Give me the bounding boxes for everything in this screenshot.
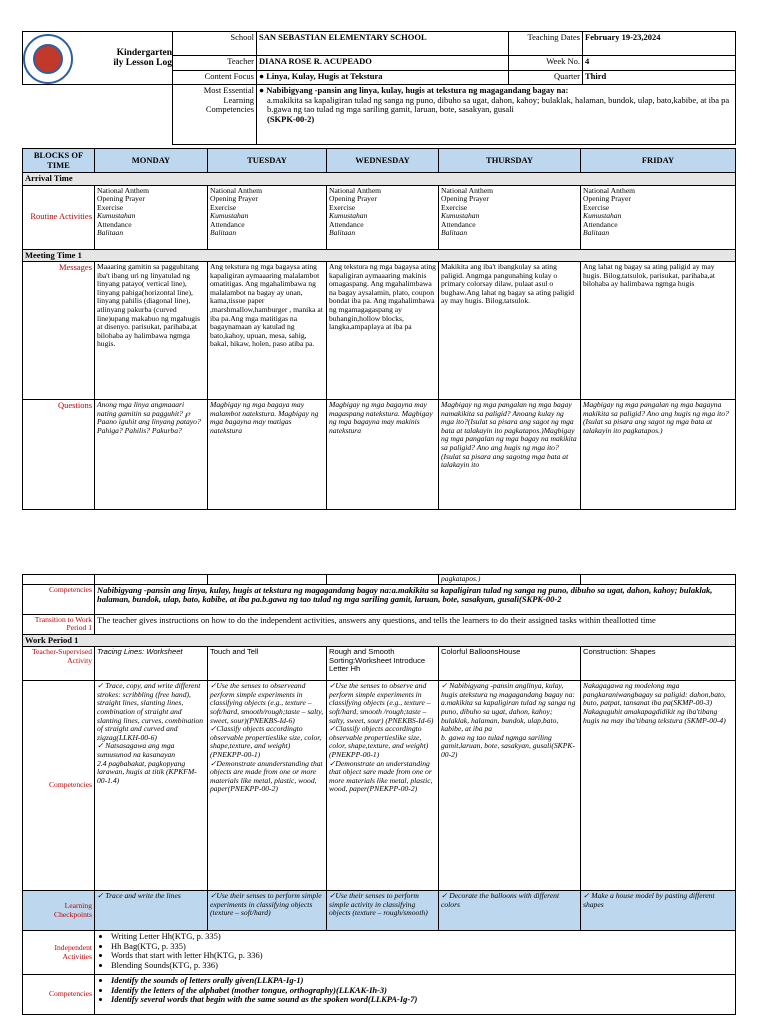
- independent-activity-item: • Words that start with letter Hh(KTG, p. 336): [111, 951, 733, 961]
- routine-item: Attendance: [441, 219, 476, 229]
- week-label: Week No.: [509, 56, 583, 70]
- routine-item: Exercise: [210, 202, 237, 212]
- question-monday: Anong mga linya angmaaari nating gamitin sa pagguhit? ℘ Paano iguhit ang linyang patayo? Pahiga? Pahilis? Pakurba?: [95, 400, 208, 510]
- routine-activities-label: Routine Activities: [23, 185, 95, 249]
- comp-wednesday: ✓Use the senses to observe and perform simple experiments in classifying objects (e.g., texture – soft/hard, smooth /rough;taste – salty, sweet, sour) (PNEKBS-Id-6) ✓Classify objects accordingto observable propertieslike size, color, shape,texture, and weight) (PNEKPP-00-1) ✓Demonstrate an understanding that object sare made from one or more materials like metal, plastic, wood, paper(PNEKPP-00-2): [327, 681, 439, 891]
- routine-cell-thursday: [439, 185, 581, 249]
- transition-text: The teacher gives instructions on how to do the independent activities, answers any questions, and tells the learners to do their assigned tasks within theallotted time: [95, 614, 736, 634]
- tsa-friday: Construction: Shapes: [581, 647, 736, 681]
- independent-activities-label: Independent Activities: [23, 931, 95, 975]
- comp-tuesday: ✓Use the senses to observeand perform simple experiments in classifying objects (e.g., texture – soft/hard, smooth/rough;taste – salty, sweet, sour)(PNEKBS-Id-6) ✓Classify objects accordingto observable propertieslike size, color, shape,texture, and weight)(PNEKPP-00-1) ✓Demonstrate anunderstanding that objects are made from one or more materials like metal, plastic, wood, paper(PNEKPP-00-2): [208, 681, 327, 891]
- competencies-text: Nabibigyang -pansin ang linya, kulay, hugis at tekstura ng magagandang bagay na:a.makikita sa kapaligiran tulad ng sanga ng puno, dibuho sa ugat, dahon, kahoy; bulaklak, halaman, bundok, ulap, bato, kabibe, at iba pa.b.gawa ng tao tulad ng mga sariling gamit, laruan, bote, sasakyan, gusali(SKPK-00-2: [95, 584, 736, 614]
- competencies3-label: Competencies: [23, 975, 95, 1015]
- teacher-supervised-label: Teacher-Supervised Activity: [23, 647, 95, 681]
- learning-checkpoints-label: Learning Checkpoints: [23, 891, 95, 931]
- day-header-friday: FRIDAY: [581, 149, 736, 173]
- melc-item-b: b.gawa ng tao tulad ng mga sariling gamit, laruan, bote, sasakyan, gusali: [267, 104, 514, 114]
- routine-item: Balitaan: [583, 228, 610, 238]
- carry-cell: [208, 575, 327, 585]
- carry-cell: [581, 575, 736, 585]
- checkpoint-monday: ✓ Trace and write the lines: [95, 891, 208, 931]
- routine-item: Exercise: [329, 202, 356, 212]
- routine-item: Balitaan: [97, 228, 124, 238]
- tsa-thursday: Colorful BalloonsHouse: [439, 647, 581, 681]
- checkpoint-wednesday: ✓Use their senses to perform simple activity in classifying objects (texture – rough/smooth): [327, 891, 439, 931]
- school-label: School: [173, 32, 257, 56]
- competencies-label: Competencies: [23, 584, 95, 614]
- routine-item: Attendance: [210, 219, 245, 229]
- comp-friday: Nakagagawa ng modelong mga pangkaraniwangbagay sa paligid: dahon,bato, buto, patpat, tansanat iba pa(SKMP-00-3) Nakaguguhit amakapagdidikit ng iba'tibang hugis na may iba'tibang tekstura (SKMP-00-4): [581, 681, 736, 891]
- day-header-thursday: THURSDAY: [439, 149, 581, 173]
- log-title-line2: ily Lesson Log: [113, 58, 172, 68]
- melc-item-a: a.makikita sa kapaligiran tulad ng sanga ng puno, dibuho sa ugat, dahon, kahoy; bulaklak, halaman, bundok, ulap, bato,kabibe, at iba pa: [267, 94, 730, 105]
- routine-item: Balitaan: [441, 228, 468, 238]
- routine-item: Kumustahan: [583, 211, 622, 221]
- quarter-label: Quarter: [509, 70, 583, 84]
- independent-activities-cell: [95, 931, 736, 975]
- week-value: 4: [583, 56, 736, 70]
- carry-cell: [23, 575, 95, 585]
- tsa-monday: Tracing Lines: Worksheet: [95, 647, 208, 681]
- routine-item: National Anthem: [329, 185, 382, 195]
- question-tuesday: Magbigay ng mga bagaya may malambot natekstura. Magbigay ng mga bagayna may matigas natekstura: [208, 400, 327, 510]
- independent-activity-item: • Writing Letter Hh(KTG, p. 335): [111, 932, 733, 942]
- message-friday: Ang lahat ng bagay sa ating paligid ay may hugis. Bilog,tatsulok, parisukat, parihaba,at bilohaba ay halimbawa ngmga hugis: [581, 262, 736, 400]
- question-thursday: Magbigay ng mga pangalan ng mga bagay namakikita sa paligid? Anoang kulay ng mga ito?(Isulat sa pisara ang sagot ng mga bata at talakayin ito pagkatapos.)Magbigay ng mga pangalan ng mga bagay na makikita sa paligid? Ano ang hugis ng mga ito?(Isulat sa pisara ang sagotng mga bata at talakayin ito: [439, 400, 581, 510]
- competencies2-label: Competencies: [23, 681, 95, 891]
- message-thursday: Makikita ang iba't ibangkulay sa ating paligid. Angmga pangunahing kulay o primary colorsay dilaw, pulaat asul o bughaw.Ang lahat ng bagay sa ating paligid ay may hugis. Bilog,tatsulok.: [439, 262, 581, 400]
- question-wednesday: Magbigay ng mga bagayna may magaspang natekstura. Magbigay ng mga bagayna may makinis natekstura: [327, 400, 439, 510]
- routine-item: Opening Prayer: [97, 194, 145, 204]
- routine-item: Opening Prayer: [210, 194, 258, 204]
- melc-label: Most Essential Learning Competencies: [173, 85, 257, 145]
- routine-item: Kumustahan: [97, 211, 136, 221]
- message-tuesday: Ang tekstura ng mga bagaysa ating kapaligiran aymaaaring malalambot omatitigas. Ang mgahalimbawa ng malalambot na bagay ay unan, kama,tissue paper ,marshmallow,hamburger , manika at iba pa.Ang mga matitigas na bagaynamaan ay katulad ng bato,kahoy, upuan, mesa, sahig, bakal, hikaw, holen, paso atiba pa.: [208, 262, 327, 400]
- message-wednesday: Ang tekstura ng mga bagaysa ating kapaligiran aymaaaring makinis omagaspang. Ang mgahalimbawa na bagay aysalamin, plato, coupon bondat iba pa. Ang mgahalimbawa ng mgamagagaspang ay buhangin,hollow blocks, langka,ampaplaya at iba pa: [327, 262, 439, 400]
- teaching-dates-value: February 19-23,2024: [583, 32, 736, 56]
- routine-cell-tuesday: [208, 185, 327, 249]
- school-value: SAN SEBASTIAN ELEMENTARY SCHOOL: [257, 32, 509, 56]
- header-logo-cell: [23, 32, 173, 85]
- competencies3-cell: [95, 975, 736, 1015]
- routine-item: Exercise: [441, 202, 468, 212]
- routine-item: Kumustahan: [210, 211, 249, 221]
- routine-item: National Anthem: [97, 185, 150, 195]
- deped-seal-icon: [23, 34, 73, 84]
- carry-cell: [327, 575, 439, 585]
- quarter-value: Third: [583, 70, 736, 84]
- day-header-monday: MONDAY: [95, 149, 208, 173]
- independent-activity-item: • Hh Bag(KTG, p. 335): [111, 942, 733, 952]
- message-monday: Maaaring gamitin sa pagguhitang iba't ibang uri ng linyatulad ng linyang patayo( vertical line), linyang pahiga(horizontal line), linyang pahilis (diagonal line), atlinyang pakurba (curved line)upang makabuo ng mgahugis at disenyo. parisukat, parihaba,at bilohaba ay halimbawa ngmga hugis.: [95, 262, 208, 400]
- header-table: [22, 31, 736, 145]
- schedule-table: [22, 148, 736, 510]
- routine-item: Exercise: [97, 202, 124, 212]
- checkpoint-tuesday: ✓Use their senses to perform simple experiments in classifying objects (texture – soft/hard): [208, 891, 327, 931]
- routine-item: Balitaan: [329, 228, 356, 238]
- routine-item: National Anthem: [210, 185, 263, 195]
- teacher-value: DIANA ROSE R. ACUPEADO: [257, 56, 509, 70]
- blocks-of-time-header: BLOCKS OF TIME: [23, 149, 95, 173]
- competency-item: • Identify the letters of the alphabet (mother tongue, orthography)(LLKAK-Ih-3): [111, 986, 733, 996]
- content-focus-label: Content Focus: [173, 70, 257, 84]
- log-title-line1: Kindergarten: [116, 47, 172, 58]
- routine-item: Kumustahan: [329, 211, 368, 221]
- routine-cell-wednesday: [327, 185, 439, 249]
- routine-cell-monday: [95, 185, 208, 249]
- routine-item: Attendance: [97, 219, 132, 229]
- tsa-tuesday: Touch and Tell: [208, 647, 327, 681]
- comp-thursday: ✓ Nabibigyang -pansin anglinya, kulay, hugis atekstura ng magagandang bagay na: a.makikita sa kapaligiran tulad ng sanga ng puno, dibuho sa ugat, dahon, kahoy; bulaklak, halaman, bundok, ulap,bato, kabibe, at iba pa b. gawa ng tao tulad ngmga sariling gamit,laruan, bote, sasakyan, gusali(SKPK-00-2): [439, 681, 581, 891]
- transition-label: Transition to Work Period 1: [23, 614, 95, 634]
- competency-item: • Identify the sounds of letters orally given(LLKPA-Ig-1): [111, 976, 733, 986]
- independent-activity-item: • Blending Sounds(KTG, p. 336): [111, 961, 733, 971]
- questions-label: Questions: [23, 400, 95, 510]
- routine-item: Opening Prayer: [583, 194, 631, 204]
- tsa-wednesday: Rough and Smooth Sorting:Worksheet Introduce Letter Hh: [327, 647, 439, 681]
- routine-item: Opening Prayer: [329, 194, 377, 204]
- checkpoint-thursday: ✓ Decorate the balloons with different colors: [439, 891, 581, 931]
- checkpoint-friday: ✓ Make a house model by pasting different shapes: [581, 891, 736, 931]
- melc-code: (SKPK-00-2): [267, 113, 315, 124]
- routine-item: Attendance: [329, 219, 364, 229]
- teacher-label: Teacher: [173, 56, 257, 70]
- day-header-tuesday: TUESDAY: [208, 149, 327, 173]
- work-period-table: [22, 574, 736, 1015]
- routine-item: Opening Prayer: [441, 194, 489, 204]
- arrival-time-row: Arrival Time: [23, 173, 736, 186]
- routine-cell-friday: [581, 185, 736, 249]
- content-focus-value: ● Linya, Kulay, Hugis at Tekstura: [257, 70, 509, 84]
- routine-item: National Anthem: [583, 185, 636, 195]
- competency-item: • Identify several words that begin with the same sound as the spoken word(LLKPA-Ig-7): [111, 995, 733, 1005]
- messages-label: Messages: [23, 262, 95, 400]
- melc-main: ● Nabibigyang -pansin ang linya, kulay, hugis at tekstura ng magagandang bagay na:: [259, 85, 569, 95]
- routine-item: Balitaan: [210, 228, 237, 238]
- melc-cell: [257, 85, 736, 145]
- routine-item: Attendance: [583, 219, 618, 229]
- header-blank-cell: [23, 85, 173, 145]
- routine-item: Kumustahan: [441, 211, 480, 221]
- meeting-time-row: Meeting Time 1: [23, 249, 736, 262]
- carry-cell: [95, 575, 208, 585]
- routine-item: National Anthem: [441, 185, 494, 195]
- carry-over-text: pagkatapos.): [439, 575, 581, 585]
- day-header-wednesday: WEDNESDAY: [327, 149, 439, 173]
- question-friday: Magbigay ng mga pangalan ng mga bagayna makikita sa paligid? Ano ang hugis ng mga ito?(Isulat sa pisara ang sagot ng mga bata at talakayin ito pagkatapos.): [581, 400, 736, 510]
- teaching-dates-label: Teaching Dates: [509, 32, 583, 56]
- work-period-row: Work Period 1: [23, 634, 736, 647]
- routine-item: Exercise: [583, 202, 610, 212]
- comp-monday: ✓ Trace, copy, and write different strokes: scribbling (free hand), straight lines, slanting lines, combination of straight and slanting lines, curves, combination of straight and curved and zigzag(LLKH-00-6) ✓ Natsasagawa ang mga sumusunod na kasanayan 2.4 pagbabakat, pagkopyang larawan, hugis at titik (KPKFM-00-1.4): [95, 681, 208, 891]
